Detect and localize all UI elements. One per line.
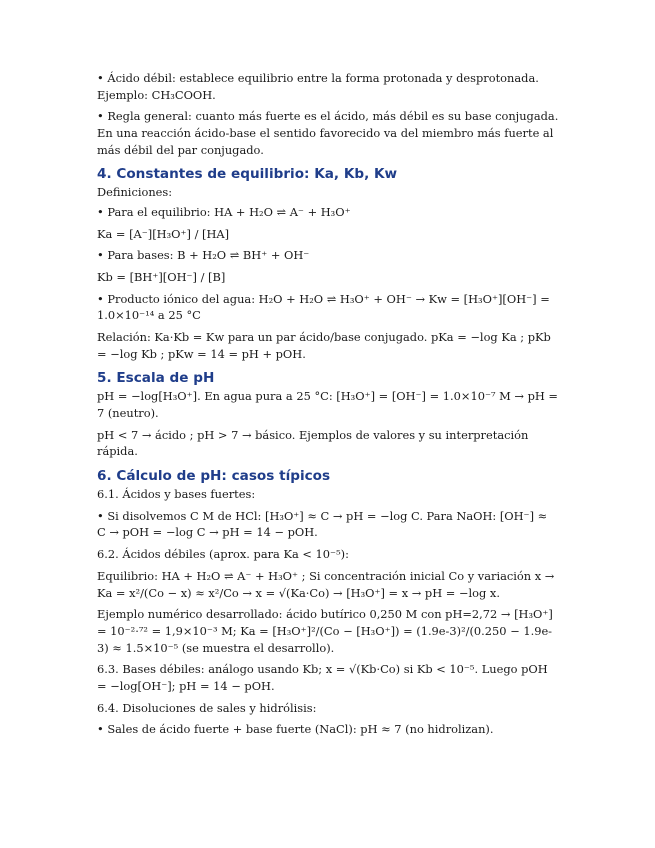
paragraph: pH < 7 → ácido ; pH > 7 → básico. Ejemplos de valores y su interpretación rápida. xyxy=(97,427,529,459)
section-heading: 5. Escala de pH xyxy=(97,370,215,387)
paragraph: Ka = [A⁻][H₃O⁺] / [HA] xyxy=(97,226,230,241)
paragraph: • Si disolvemos C M de HCl: [H₃O⁺] ≈ C → pH = −log C. Para NaOH: [OH⁻] ≈ C → pOH = −log C → pH = 14 − pOH. xyxy=(97,508,548,540)
paragraph: Equilibrio: HA + H₂O ⇌ A⁻ + H₃O⁺ ; Si concentración inicial Co y variación x → Ka = x²/(Co − x) ≈ x²/Co → x = √(Ka·Co) → [H₃O⁺] = x → pH = −log x. xyxy=(97,568,555,600)
paragraph: 6.4. Disoluciones de sales y hidrólisis: xyxy=(97,700,317,715)
paragraph: • Sales de ácido fuerte + base fuerte (NaCl): pH ≈ 7 (no hidrolizan). xyxy=(97,722,494,737)
document-page xyxy=(97,70,559,743)
paragraph: • Ácido débil: establece equilibrio entre la forma protonada y desprotonada. Ejemplo: CH₃COOH. xyxy=(97,71,539,102)
paragraph: • Producto iónico del agua: H₂O + H₂O ⇌ H₃O⁺ + OH⁻ → Kw = [H₃O⁺][OH⁻] = 1.0×10⁻¹⁴ a 25 °C xyxy=(97,291,550,323)
paragraph: • Regla general: cuanto más fuerte es el ácido, más débil es su base conjugada. En una reacción ácido-base el sentido favorecido va del miembro más fuerte al más débil del par conjugado. xyxy=(97,109,559,157)
paragraph: 6.3. Bases débiles: análogo usando Kb; x = √(Kb·Co) si Kb < 10⁻⁵. Luego pOH = −log[OH⁻]; pH = 14 − pOH. xyxy=(97,662,548,693)
section-heading: 4. Constantes de equilibrio: Ka, Kb, Kw xyxy=(97,166,398,183)
paragraph: Ejemplo numérico desarrollado: ácido butírico 0,250 M con pH=2,72 → [H₃O⁺] = 10⁻²·⁷² = 1,9×10⁻³ M; Ka = [H₃O⁺]²/(Co − [H₃O⁺]) = (1.9e-3)²/(0.250 − 1.9e-3) ≈ 1.5×10⁻⁵ (se muestra el desarrollo). xyxy=(97,607,553,655)
section-heading: 6. Cálculo de pH: casos típicos xyxy=(97,468,331,484)
paragraph: • Para bases: B + H₂O ⇌ BH⁺ + OH⁻ xyxy=(97,248,310,263)
paragraph: 6.1. Ácidos y bases fuertes: xyxy=(97,487,256,501)
paragraph: Definiciones: xyxy=(97,185,173,200)
paragraph: • Para el equilibrio: HA + H₂O ⇌ A⁻ + H₃O⁺ xyxy=(97,204,351,219)
paragraph: Kb = [BH⁺][OH⁻] / [B] xyxy=(97,270,226,285)
paragraph: 6.2. Ácidos débiles (aprox. para Ka < 10⁻⁵): xyxy=(97,547,349,562)
paragraph: pH = −log[H₃O⁺]. En agua pura a 25 °C: [H₃O⁺] = [OH⁻] = 1.0×10⁻⁷ M → pH = 7 (neutro). xyxy=(97,389,558,421)
paragraph: Relación: Ka·Kb = Kw para un par ácido/base conjugado. pKa = −log Ka ; pKb = −log Kb ; pKw = 14 = pH + pOH. xyxy=(97,330,551,361)
